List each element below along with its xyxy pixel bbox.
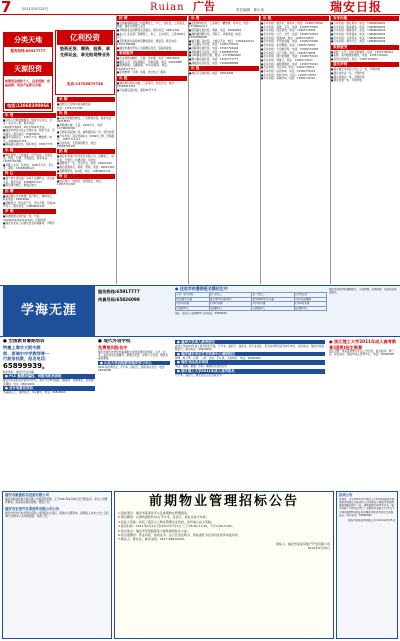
classified-listing: ■瑞丰花园住宅，128平方米，精装修，电话：13906627755: [3, 136, 52, 143]
calligraphy-training-title: ● 瑞安书法美术培训: [175, 360, 325, 365]
shandong-university-title: ● 山东大学远程教育瑞安学习中心: [98, 361, 170, 366]
classified-listing: ■瑞安城区套房出租，三室两厅，家电齐全，电话：13958812345: [117, 81, 177, 88]
section-tag: 遗失声明: [331, 62, 399, 67]
classified-listing: ■专车出租：豪华大巴，电话：13868000006: [331, 40, 386, 44]
classified-listing: ■专车出租：奔驰、宝马，电话：13905770002: [261, 25, 318, 29]
classified-listing: ■酒店招服务员，厨师、帮厨，电话：65812345: [57, 165, 115, 169]
classified-listing: ■招聘保安、保洁若干名，男女不限，年龄50岁以下，联系电话：13868601234: [3, 201, 56, 208]
language-school-title: ● 现代外语学校: [98, 339, 131, 344]
schedule-table: [175, 292, 327, 311]
calligraphy-training-body: 书法、国画、素描、水彩，暑期班火热报名中: [175, 365, 227, 369]
column-divider: [260, 15, 261, 284]
auction-body: 受委托，定于2011年7月8日上午10时在瑞安市某某拍卖有限公司拍卖厅公开拍卖位于瑞安市安阳街道某某路的房产一处，建筑面积约120平方米。展示时间：7月5日至7日，有意竞买者请于7月7日下午5时前携带有效证件办理竞买登记手续并交纳保证金。联系电话：65880000: [339, 497, 395, 518]
hongtu-phone: 65899939。: [3, 361, 49, 370]
classified-column-3: [117, 15, 187, 284]
hongtu-subtitle-3: 行前来执教，报名电话：: [3, 356, 50, 361]
section-tag: 出 售: [189, 16, 259, 21]
classified-listing: ■仙降商住楼出售，电话：15967744444: [189, 47, 239, 51]
classified-listing: ■瑞安顺达汽车修理厂招汽修工，维修电工，联系电话：65826666: [3, 194, 55, 201]
tender-line: 3.投标人资格：具有三级及以上物业管理企业资质，具有独立法人资格。: [118, 519, 214, 524]
table-cell: 每班限20人: [294, 306, 326, 311]
tender-line: 7.联系人：陈先生，联系电话：0577-65870000。: [118, 537, 187, 542]
section-tag: 家政服务: [117, 51, 187, 56]
table-cell: 数学/物理/化学/英语: [252, 297, 295, 302]
newspaper-logo: 瑞安日报: [330, 0, 383, 14]
classified-listing: ■招聘会计一名，有会计证，电话：65821234: [57, 162, 112, 166]
section-tag: 转 让: [3, 171, 56, 176]
table-cell: 7月5日开课: [252, 302, 295, 307]
section-tag: 出 租: [117, 76, 187, 81]
classified-listing: ■专车出租：雪佛兰，电话：13905770011: [261, 58, 313, 62]
tender-line: 1.招标项目：瑞安市某某住宅小区前期物业管理服务。: [118, 511, 190, 515]
tender-line: 4.报名时间：2011年6月27日至2011年7月1日（上午8:30-11:30，下午2:00-5:00）。: [118, 524, 236, 529]
school-promo-text: 瑞安市某某学校暑期招生，小班授课，名师执教，欢迎来电咨询报名。: [329, 288, 397, 295]
classified-column-2: [57, 96, 115, 284]
classified-listing: ■专车出租：商务接待，电话：13868000002: [331, 25, 386, 29]
classified-listing: ■遗失发票一本，声明作废: [331, 79, 362, 83]
classified-listing: ■遗失瑞安市某某公司公章一枚，声明作废: [331, 68, 381, 72]
classified-listing: ■潮基路店面出售，联系电话：65817778: [3, 143, 53, 147]
classified-column-4: [189, 15, 259, 284]
classified-listing: ■饭店转让，地段好，客源稳定，电话：13957712345: [57, 179, 104, 187]
school-table-title: ● 佳思学校暑期班名额招生中: [175, 286, 228, 291]
table-cell: 美术/书法/舞蹈: [294, 297, 326, 302]
section-tag: 声 明: [3, 209, 56, 214]
classified-listing: ■专车出租：福特蒙迪欧，电话：13905770012: [261, 62, 318, 66]
classified-listing: ■专车出租：别克商务，电话：13905770003: [261, 29, 316, 33]
hongtu-title: ● 宏图教育暑期培训: [3, 339, 45, 344]
issue-date: 2011年6月25日: [22, 7, 49, 11]
section-tag: 转 让: [57, 174, 115, 179]
hongtu-education-ad: [3, 339, 95, 489]
classified-listing: ■专车出租：婚礼用车，电话：13868000001: [331, 22, 386, 25]
section-tag: 招 聘: [117, 16, 187, 21]
classified-listing: ■专车出租：丰田凯美瑞，电话：13905770006: [261, 40, 318, 44]
classified-listing: ■搬家公司：长短途搬运，价格实惠，电话：65818888: [117, 60, 182, 64]
classified-listing: ■专车出租：雪铁龙C5，电话：13905770015: [261, 73, 317, 77]
plc-course-title: ● PLC 触摸屏编程、伺服电机培训班: [3, 374, 95, 379]
table-cell: 初一至初三: [209, 293, 252, 298]
column-divider: [116, 15, 117, 284]
zhejiang-sci-tech-title: ● 浙江理工大学2011年成人高考报名: [175, 369, 325, 374]
yili-body: 垫资还贷、增资、验资、承兑保证金、承兑贴现等业务: [59, 46, 111, 57]
table-cell: 语文/数学/英语/科学: [209, 297, 252, 302]
table-cell: 语文/数学/英语: [176, 297, 210, 302]
classified-title: 分类天地: [4, 33, 52, 47]
classified-listing: ■瑞安市城区内业主急售住房，配套齐全，价格面议，联系电话：65826979: [3, 129, 55, 136]
wenzhou-university-body: 温州大学2011年成人高考报名开始，专升本、高起专、高起本，各专业招生，报名时间即日起至8月30日，报名地点：瑞安市某某路某号，联系电话：65840000: [175, 344, 325, 351]
auction-footer: 瑞安市某某拍卖有限公司 2011年6月25日: [348, 519, 395, 523]
classified-listing: ■陶山镇店面出售，电话：13587777777: [189, 58, 239, 62]
tianyuan-body: 如期资金周转个人、企业贷款、房屋抵押，凭房产证即可办理: [5, 79, 51, 87]
table-cell: 每班限15人: [209, 306, 252, 311]
classified-listing: ■万松路店面出租，面积80平方米: [117, 88, 157, 92]
classified-listing: ■求购天元宏城水泥各种旧货: [57, 103, 91, 106]
classified-listing: ■城区别墅，工程楼座，近汽车站，有电话线，网线，空调，月租面议，联系电话：13587742268: [3, 153, 53, 164]
classified-listing: ■建于城大街店面厂房将于近期转让，适合做生意，联系电话：15888677123: [3, 177, 55, 184]
section-tag: 招 聘: [3, 189, 56, 194]
auction-notice: [336, 491, 398, 639]
section-tag: 出 租: [3, 148, 56, 153]
classified-listing: ■莘塍镇住宅出售，电话：13858855555: [189, 50, 239, 54]
column-divider: [188, 15, 189, 284]
zhejiang-sci-tech-body: 专升本、高起专，瑞安报名点火热报名中: [175, 374, 222, 378]
section-tag: 出 租: [261, 16, 329, 21]
yili-title: 亿利投资: [57, 31, 113, 45]
tender-line: 6.报名须携带：营业执照、资质证书、法人代表证明书、授权委托书及身份证原件和复印件。: [118, 533, 241, 538]
classified-column-5: [261, 15, 329, 284]
classified-listing: ■城区写字楼出租，电话：65819999: [189, 72, 234, 76]
section-tag: 出 售: [3, 113, 56, 118]
table-cell: 艺术特长班: [294, 293, 326, 298]
section-title: 广告: [193, 0, 215, 13]
section-tag: 求 购: [57, 97, 115, 102]
auction-title: 拍卖公告: [339, 493, 353, 497]
company-notices: [2, 491, 112, 639]
classified-listing: ■专车出租：日产天籁，电话：13905770009: [261, 51, 316, 55]
classified-listing: ■店面出租，安阳新街附近，电话：15868765432: [57, 141, 99, 148]
classified-listing: ■全德威制刷有限公司招聘普工、木工，包吃住，工资面议，地址：瑞安市莘塍工业区: [117, 22, 187, 29]
wenzhou-university-title: ● 温州大学成人教育招生: [175, 340, 325, 345]
hongtu-address: 联系地址：瑞安市万松东路: [3, 370, 35, 374]
classified-listing: 电话：13567712345: [57, 106, 83, 110]
plc-course-body: 瑞安市某某职业技能培训学校，常年开设PLC编程、触摸屏、伺服电机、变频器等课程，电话：65810000: [3, 379, 94, 386]
section-tag: 出 租: [189, 66, 259, 71]
classified-listing: ■专车出租：马自达6，电话：13905770013: [261, 66, 315, 70]
admissions-body: 招生对象：具有高中或中专以上学历者，报名时间：即日起，报名地点：瑞安市成人教育中心，电话：65860000: [329, 350, 395, 357]
accounting-course-body: 零基础入门，包教包会，考证辅导，电话：65820000: [3, 391, 66, 395]
classified-listing: ■顾氏超市转让，鞋服店转让: [3, 184, 37, 188]
table-cell: 7月5日开课: [209, 302, 252, 307]
language-school-subtitle: 免费培训报名中: [98, 345, 128, 350]
classified-listing: ■管道疏通、马桶疏通，24小时服务，电话：13905777777: [117, 64, 170, 71]
table-cell: 每班限15人: [176, 306, 210, 311]
classified-listing: ■安阳路店面出售，两间，电话：65829999: [189, 28, 241, 32]
table-cell: 7月10日开课: [294, 302, 326, 307]
section-tag: 出 售: [57, 111, 115, 116]
classified-listing: ■马屿镇农民房出售，电话：13738866666: [189, 54, 241, 58]
classified-listing: ■莘塍商住楼，五层，1600平方，电话：13706630000: [57, 123, 105, 131]
classified-column-6: [331, 15, 399, 284]
music-training-title: ● 瑞安城市音乐艺术培训中心暑期招生: [175, 352, 325, 357]
admissions-title: ● 浙江理工大学2011年成人高考教育(函授)招生简章: [329, 339, 397, 350]
tender-line: 2011年6月25日: [307, 546, 330, 551]
yili-phone: 电话:13705879736: [66, 82, 104, 86]
classified-listing: ■招聘驾驶员，持A照，电话：13868901234: [57, 169, 111, 173]
classified-listing: ■遗失驾驶证一本，声明作废: [331, 75, 365, 79]
classified-listing: ■专车出租：大众帕萨特，电话：13905770008: [261, 47, 318, 51]
classified-listing: ■专车出租：现代索纳塔，电话：13905770010: [261, 55, 318, 59]
tender-notice-title: 前期物业管理招标公告: [148, 494, 299, 509]
table-row: [176, 306, 327, 311]
table-cell: 小学一至六年级: [176, 293, 210, 298]
classified-listing: ■天源家具有限公司，湖岭镇家具一件，低价处理: [57, 130, 114, 134]
classified-listing: ■安阳街道华润超市招聘收银员、理货员，联系电话：13957788888: [117, 39, 180, 46]
school-schedule-table: [175, 292, 327, 336]
tianyuan-phone: 电话:13868300866: [6, 103, 50, 108]
notice-title-1: 瑞安市新盛机电设备有限公司: [5, 493, 50, 497]
table-cell: 7月5日开课: [176, 302, 210, 307]
table-note: 地址：瑞安市万松路88号 咨询电话：65890000: [175, 311, 227, 315]
classified-listing: ■专车出租：机场接送，电话：13868000004: [331, 33, 386, 37]
accounting-course-title: ● 会计电算化培训: [3, 386, 95, 391]
classified-listing: ■专车出租：长途包车，电话：13868000005: [331, 36, 386, 40]
education-title: 学海无涯: [3, 286, 95, 336]
classified-listing: ■专车出租：奥迪A6，电话：13905770005: [261, 36, 314, 40]
classified-listing: ■百年人分期金融服务，附近小区住宅，空房，适合办公用，联系电话：13605773697，0577-65817715: [3, 119, 53, 129]
classified-listing: ■专车出租：本田雅阁，电话：13905770007: [261, 44, 316, 48]
classified-listing: ■陈建国遗失身份证一张，号码：330381197612121234，声明作废: [3, 215, 46, 222]
classified-listing: ■家教：高中数理化辅导，电话：13957700002: [331, 54, 388, 58]
editor-credit: 责任编辑：林小美: [236, 8, 264, 12]
education-notices: [175, 339, 325, 489]
table-cell: 每班限12人: [252, 306, 295, 311]
notice-body-1: 瑞安市新盛机电设备有限公司因经营需要，定于2011年6月26日召开股东会，审议公司增资事项，请各股东准时参加。特此公告。: [5, 497, 108, 504]
classified-phone: 服务热线:65917777: [10, 49, 46, 53]
music-training-body: 钢琴、电子琴、古筝、二胡、吉他、声乐等，小班教学，电话：65850000: [175, 356, 261, 360]
shandong-university-body: 2011年秋季招生，专升本、高起专，国家承认学历，电话：65830000: [98, 365, 167, 373]
classified-listing: ■瑞安市某某汽车零部件有限公司，招聘普工、质检员、仓管员，待遇优厚，包吃住: [57, 155, 114, 162]
classified-listing: ■专车出租：旅游包车，电话：13868000003: [331, 29, 386, 33]
language-school-body: 瑞安市现代外语学校暑期推出英语免费试听课程，小学、初中、高中英语全面辅导，新概念英语，剑桥少儿英语，雅思托福等课程。: [98, 350, 169, 361]
hongtu-subtitle: 特邀上海交大附中教: [3, 345, 41, 350]
classified-listing: ■湖岭镇别墅出售，带院子，环境优美，电话：13958866666: [189, 32, 244, 39]
classified-listing: ■遗失身份证一张，声明作废: [331, 72, 365, 76]
modern-language-school-ad: [98, 339, 170, 489]
section-tag: 家教服务: [331, 45, 399, 50]
tianyuan-title: 天源投资: [4, 62, 52, 76]
hongtu-subtitle-2: 师、原瑞中中学教师等一: [3, 350, 50, 356]
tender-notice-body: [118, 511, 330, 637]
classified-listing: ■家电维修：空调、冰箱、洗衣机上门服务: [117, 71, 167, 75]
classified-listing: ■瑞安市鑫达贸易公司招聘业务员，底薪加提成: [117, 46, 172, 50]
classified-listing: ■专车出租：荣威750，电话：13905770016: [261, 77, 316, 81]
classified-listing: ■东山工业区某厂招聘普工、电工、叉车司机，工资3000元以上: [117, 32, 186, 39]
classified-listing: ■高楼乡住房出售，电话：13606688888: [189, 61, 239, 65]
education-fax: 传真号码:65826098: [98, 297, 140, 302]
classified-listing: ■瑞安市某某公司遗失营业执照副本，声明作废: [3, 222, 55, 229]
classified-listing: ■专车出租：标致508，电话：13905770014: [261, 69, 316, 73]
page-number: 7: [1, 0, 12, 16]
section-pinyin: Ruian: [150, 2, 185, 13]
classified-listing: ■汽车出售：别克君越2.4，2009年上牌，价格面议，13957711111: [57, 134, 115, 141]
table-cell: 高一至高三: [252, 293, 295, 298]
classified-column-1: [3, 112, 56, 284]
classified-listing: ■英语口语培训，电话：13957700003: [331, 58, 378, 62]
classified-listing: ■专车出租：大巴、中巴，电话：13905770004: [261, 33, 318, 37]
classified-listing: ■专业清洗油烟机、空调、热水器，电话：65810000: [117, 56, 180, 60]
tender-line: 招标人：瑞安市某某房地产开发有限公司: [275, 541, 330, 546]
classified-listing: ■安阳新城住宅，三室两厅，精装修，有车位，电话：13706601111: [189, 22, 252, 29]
section-tag: 专车出租: [331, 16, 399, 21]
tender-line: 2.项目概况：总建筑面积约12万平方米，含住宅、商业及地下车库。: [118, 515, 209, 520]
classified-listing: ■专车出租：婚庆车、商务车，电话：13905770001: [261, 22, 324, 25]
classified-listing: ■丹美宏厦服饰批发，厂房整体出售，联系电话：65918812: [57, 116, 114, 124]
tender-line: 5.报名地点：瑞安市安阳路某某大厦某楼招标办公室。: [118, 528, 190, 533]
column-divider: [330, 15, 331, 284]
notice-body-2: 瑞安市宏伟汽车零部件有限公司经股东会决议，拟减少注册资本，请债权人自本公告之日起45日内向本公司申报债权。特此公告。: [5, 512, 109, 519]
classified-listing: ■莘塍商业区招聘营业员数名，联系电话：65812356: [117, 28, 180, 32]
notice-title-2: 瑞安市宏伟汽车零部件有限公司公告: [5, 507, 60, 512]
classified-listing: ■莘塍工业区厂房出租，1000平方米，有行车，联系：13958899123: [3, 163, 54, 171]
classified-listing: ■飞云镇住宅出售，电话：13867733333: [189, 43, 239, 47]
zhejiang-admissions-ad: [329, 339, 397, 489]
education-service-phone: 服务热线:65917777: [98, 289, 140, 294]
classified-listing: ■塘下镇厂房出售，土地证齐全，电话：13506642222: [189, 39, 254, 43]
section-tag: 招 聘: [57, 149, 115, 154]
classified-listing: ■家教：小学、初中各科辅导，电话：13957700001: [331, 50, 394, 54]
